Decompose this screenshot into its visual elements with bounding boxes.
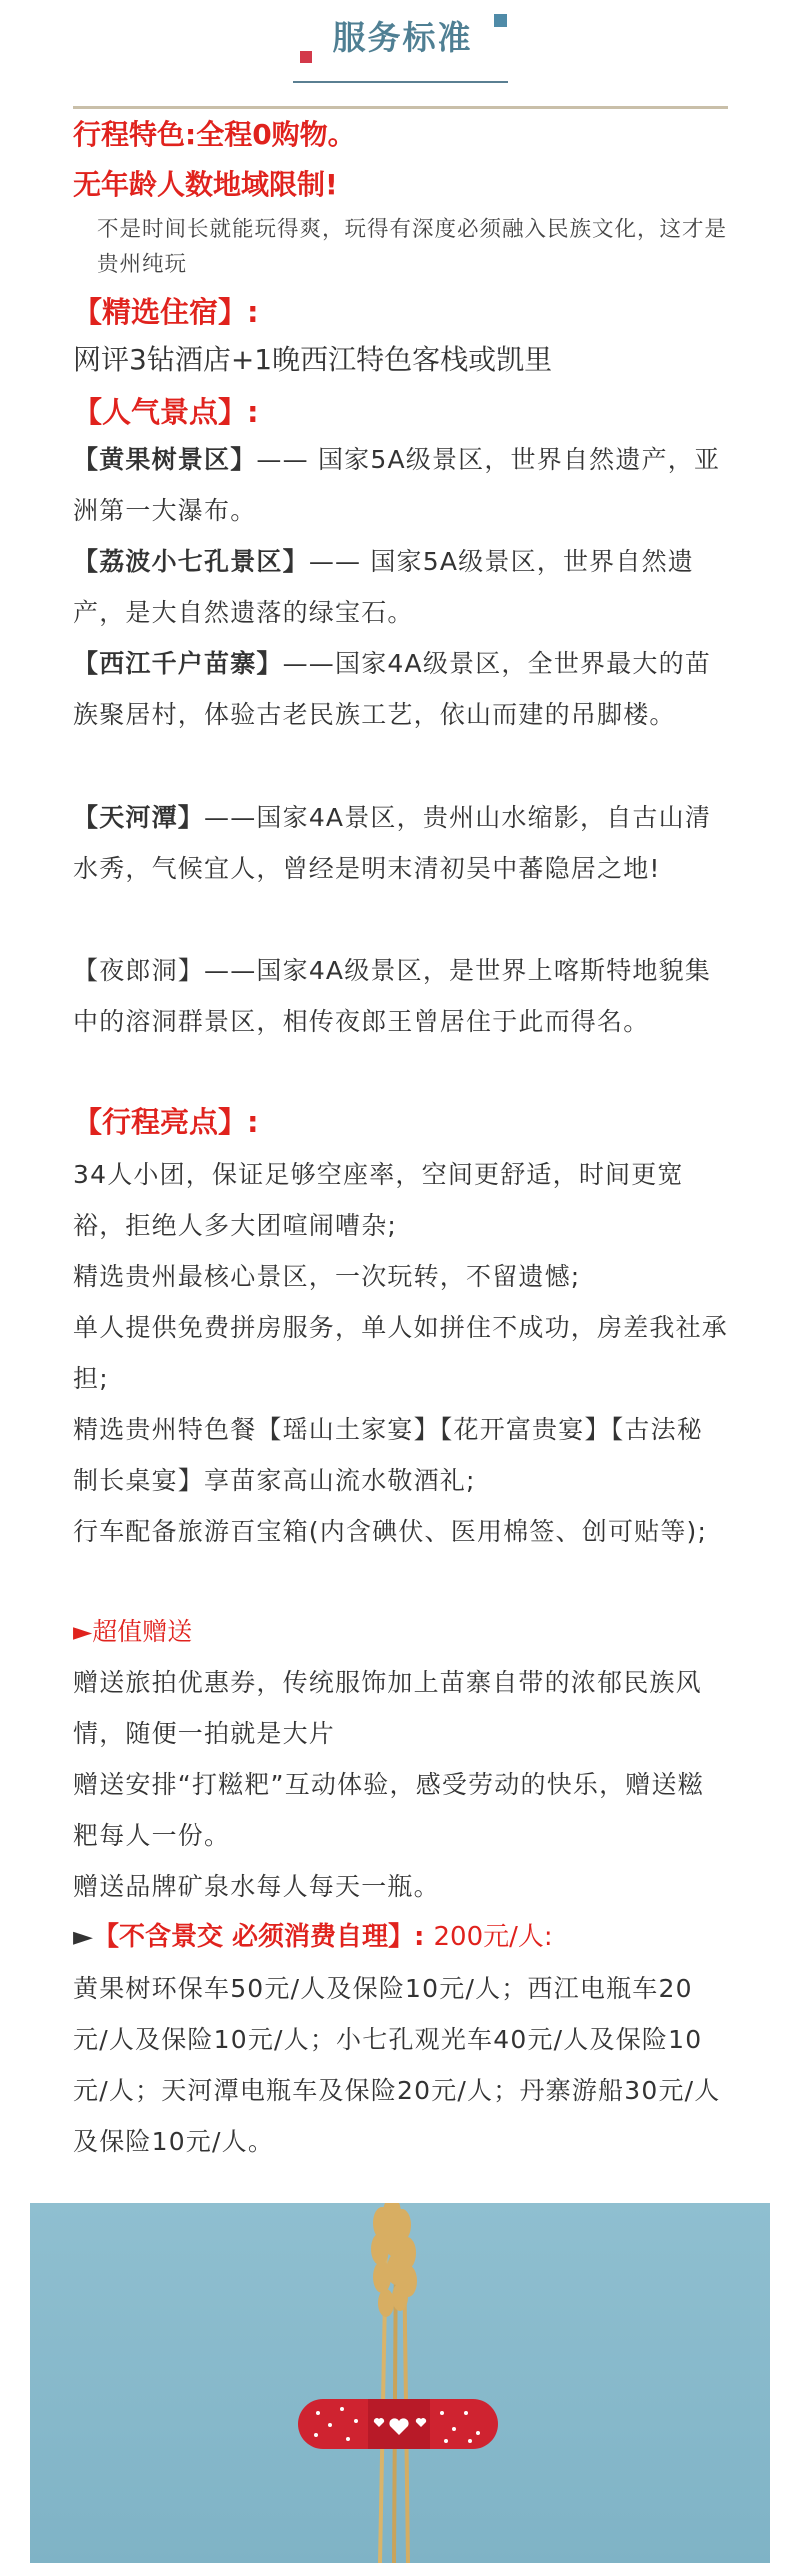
wheat-illustration: [30, 2203, 770, 2563]
spot-desc: —— 国家5A级景区，世界自然遗产，亚洲第一大瀑布。: [73, 445, 721, 525]
bandage-icon: [298, 2399, 498, 2449]
highlights-heading: 【行程亮点】:: [73, 1105, 259, 1139]
gifts-heading: ►超值赠送: [73, 1617, 193, 1646]
spot-desc: —— 国家5A级景区，世界自然遗产，是大自然遗落的绿宝石。: [73, 547, 694, 627]
spot-name: 【荔波小七孔景区】: [73, 547, 309, 576]
spot-name: 【天河潭】: [73, 803, 205, 832]
fees-heading: 【不含景交 必须消费自理】:: [93, 1922, 425, 1952]
spot-item: [73, 638, 728, 740]
gift-item: 赠送品牌矿泉水每人每天一瓶。: [73, 1872, 440, 1901]
feature-line-no-limit: 无年龄人数地域限制!: [73, 168, 338, 201]
section-header: [0, 0, 800, 110]
highlight-item: 34人小团，保证足够空座率，空间更舒适，时间更宽裕，拒绝人多大团喧闹嘈杂;: [73, 1160, 684, 1240]
highlight-item: 精选贵州最核心景区，一次玩转，不留遗憾;: [73, 1262, 581, 1291]
fees-heading-row: [73, 1913, 728, 1961]
gift-item: 赠送安排“打糍粑”互动体验，感受劳动的快乐，赠送糍粑每人一份。: [73, 1770, 704, 1850]
header-rule: [73, 106, 728, 109]
highlight-item: 精选贵州特色餐【瑶山土家宴】【花开富贵宴】【古法秘制长桌宴】享苗家高山流水敬酒礼;: [73, 1415, 704, 1495]
feature-line-shopping: 行程特色:全程0购物。: [73, 118, 356, 151]
highlight-item: 单人提供免费拼房服务，单人如拼住不成功，房差我社承担;: [73, 1313, 729, 1393]
spot-item: [73, 792, 728, 894]
spot-desc: ——国家4A级景区，是世界上喀斯特地貌集中的溶洞群景区，相传夜郎王曾居住于此而得名。: [73, 956, 712, 1036]
spot-name: 【夜郎洞】: [73, 956, 205, 985]
stay-text: 网评3钻酒店+1晚西江特色客栈或凯里: [73, 343, 553, 376]
stay-heading: 【精选住宿】:: [73, 295, 259, 329]
spots-heading: 【人气景点】:: [73, 395, 259, 429]
wheat-bandage-photo: [30, 2203, 770, 2563]
spot-name: 【黄果树景区】: [73, 445, 257, 474]
fees-text: 黄果树环保车50元/人及保险10元/人；西江电瓶车20元/人及保险10元/人；小七孔观光车40元/人及保险10元/人；天河潭电瓶车及保险20元/人；丹寨游船30元/人及保险10元/人。: [73, 1974, 721, 2156]
spot-name: 【西江千户苗寨】: [73, 649, 283, 678]
spot-item: [73, 536, 728, 638]
title-underline: [293, 81, 508, 83]
spot-desc: ——国家4A级景区，全世界最大的苗族聚居村，体验古老民族工艺，依山而建的吊脚楼。: [73, 649, 712, 729]
spot-item: [73, 945, 728, 1047]
highlight-item: 行车配备旅游百宝箱(内含碘伏、医用棉签、创可贴等);: [73, 1517, 708, 1546]
section-title: 服务标准: [332, 18, 473, 57]
gift-item: 赠送旅拍优惠券，传统服饰加上苗寨自带的浓郁民族风情，随便一拍就是大片: [73, 1668, 702, 1748]
spot-desc: ——国家4A景区，贵州山水缩影，自古山清水秀，气候宜人，曾经是明末清初吴中蕃隐居之地!: [73, 803, 712, 883]
spot-item: [73, 434, 728, 536]
arrow-icon: ►: [73, 1922, 93, 1952]
intro-description: 不是时间长就能玩得爽，玩得有深度必须融入民族文化，这才是贵州纯玩: [97, 217, 728, 277]
fees-amount: 200元/人:: [433, 1922, 553, 1952]
wheat-icon: [371, 2203, 417, 2563]
